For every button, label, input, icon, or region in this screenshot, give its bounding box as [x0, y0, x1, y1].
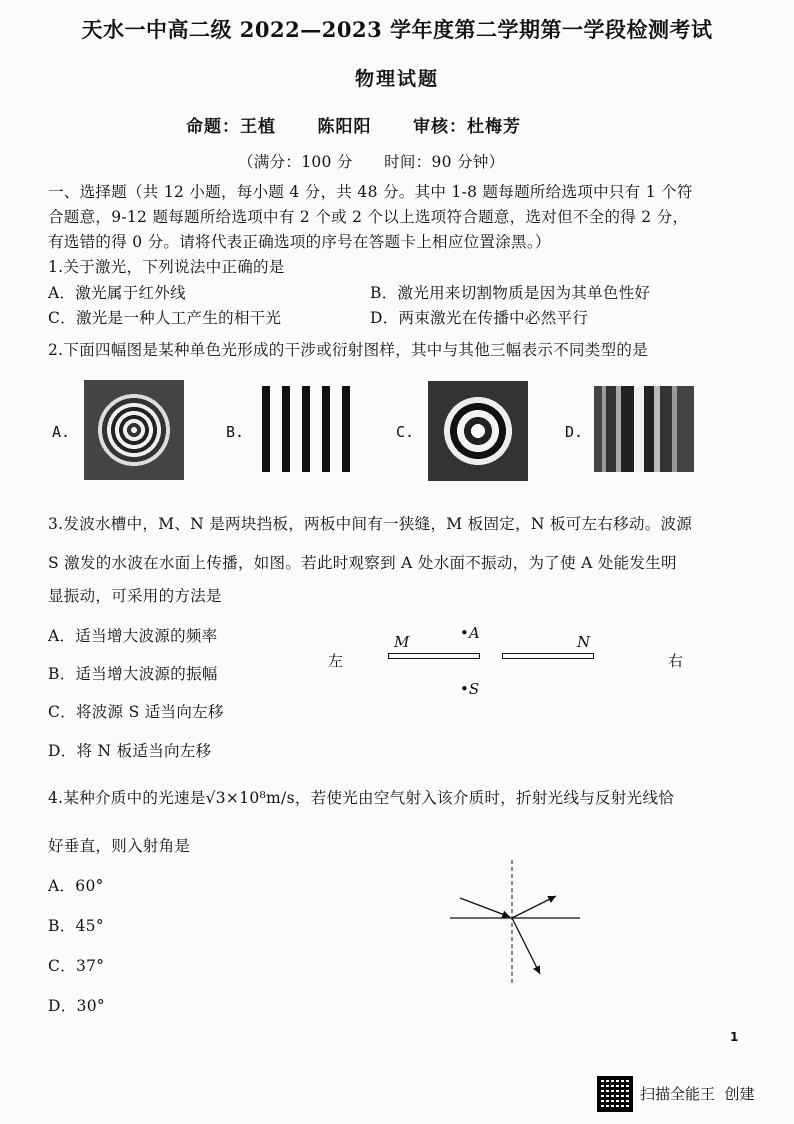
baffle-n [502, 653, 594, 659]
page-number: 1 [730, 1030, 739, 1044]
q4-option-a: A．60° [48, 877, 104, 895]
figure-point-s: •S [460, 680, 480, 698]
pattern-a-concentric-rings [84, 380, 184, 480]
figure-label-n: N [577, 633, 591, 651]
exam-title: 天水一中高二级 2022—2023 学年度第二学期第一学段检测考试 [81, 17, 713, 42]
q4-stem-post: ，若使光由空气射入该介质时，折射光线与反射光线恰 [294, 789, 675, 807]
figure-label-m: M [394, 633, 410, 651]
q1-option-c: C．激光是一种人工产生的相干光 [48, 309, 282, 327]
q3-stem-line-2: S 激发的水波在水面上传播，如图。若此时观察到 A 处水面不振动，为了使 A 处能发生明 [48, 554, 677, 572]
q2-stem: 2.下面四幅图是某种单色光形成的干涉或衍射图样，其中与其他三幅表示不同类型的是 [48, 341, 648, 359]
q1-option-d: D．两束激光在传播中必然平行 [370, 309, 589, 327]
refracted-ray [512, 918, 540, 974]
figure-point-a: •A [460, 624, 480, 642]
instructions-line-1: 一、选择题（共 12 小题，每小题 4 分，共 48 分。其中 1-8 题每题所给选项中只有 1 个符 [48, 183, 693, 201]
q2-label-c: C. [396, 423, 415, 441]
q2-label-a: A. [52, 423, 71, 441]
q2-label-d: D. [565, 423, 584, 441]
instructions-line-2: 合题意，9-12 题每题所给选项中有 2 个或 2 个以上选项符合题意，选对但不全的得 2 分， [48, 208, 689, 226]
q1-option-a: A．激光属于红外线 [48, 284, 186, 302]
q4-formula: √3×10⁸m/s [205, 789, 295, 807]
q2-label-b: B. [226, 423, 245, 441]
qr-code-icon [597, 1076, 633, 1112]
q3-option-d: D．将 N 板适当向左移 [48, 742, 212, 760]
authors-line: 命题：王植 陈阳阳 审核：杜梅芳 [186, 117, 522, 137]
q4-stem-line-1 [48, 786, 674, 808]
q1-stem: 1.关于激光，下列说法中正确的是 [48, 258, 285, 276]
paper-subtitle: 物理试题 [354, 68, 439, 90]
pattern-b-equal-stripes [262, 386, 354, 472]
reflected-ray [512, 896, 556, 918]
baffle-m [388, 653, 480, 659]
refraction-diagram [440, 858, 590, 988]
instructions-line-3: 有选错的得 0 分。请将代表正确选项的序号在答题卡上相应位置涂黑。） [48, 233, 551, 251]
q4-stem-line-2: 好垂直，则入射角是 [48, 837, 191, 855]
q3-option-a: A．适当增大波源的频率 [48, 627, 218, 645]
q3-option-c: C．将波源 S 适当向左移 [48, 703, 224, 721]
q3-stem-line-1: 3.发波水槽中，M、N 是两块挡板，两板中间有一狭缝，M 板固定，N 板可左右移动。波源 [48, 515, 693, 533]
pattern-d-central-bright-stripes [594, 386, 694, 472]
score-time-line: （满分：100 分 时间：90 分钟） [238, 153, 505, 171]
figure-label-right: 右 [668, 652, 684, 670]
figure-label-left: 左 [328, 652, 344, 670]
q4-stem-pre: 4.某种介质中的光速是 [48, 789, 206, 807]
q1-option-b: B．激光用来切割物质是因为其单色性好 [370, 284, 651, 302]
pattern-c-concentric-rings [428, 381, 528, 481]
q3-stem-line-3: 显振动，可采用的方法是 [48, 587, 222, 605]
q3-option-b: B．适当增大波源的振幅 [48, 665, 218, 683]
q4-option-c: C．37° [48, 957, 105, 975]
q4-option-d: D．30° [48, 997, 105, 1015]
incident-ray [460, 898, 510, 917]
scanner-credit: 扫描全能王 创建 [640, 1085, 755, 1103]
q4-option-b: B．45° [48, 917, 104, 935]
